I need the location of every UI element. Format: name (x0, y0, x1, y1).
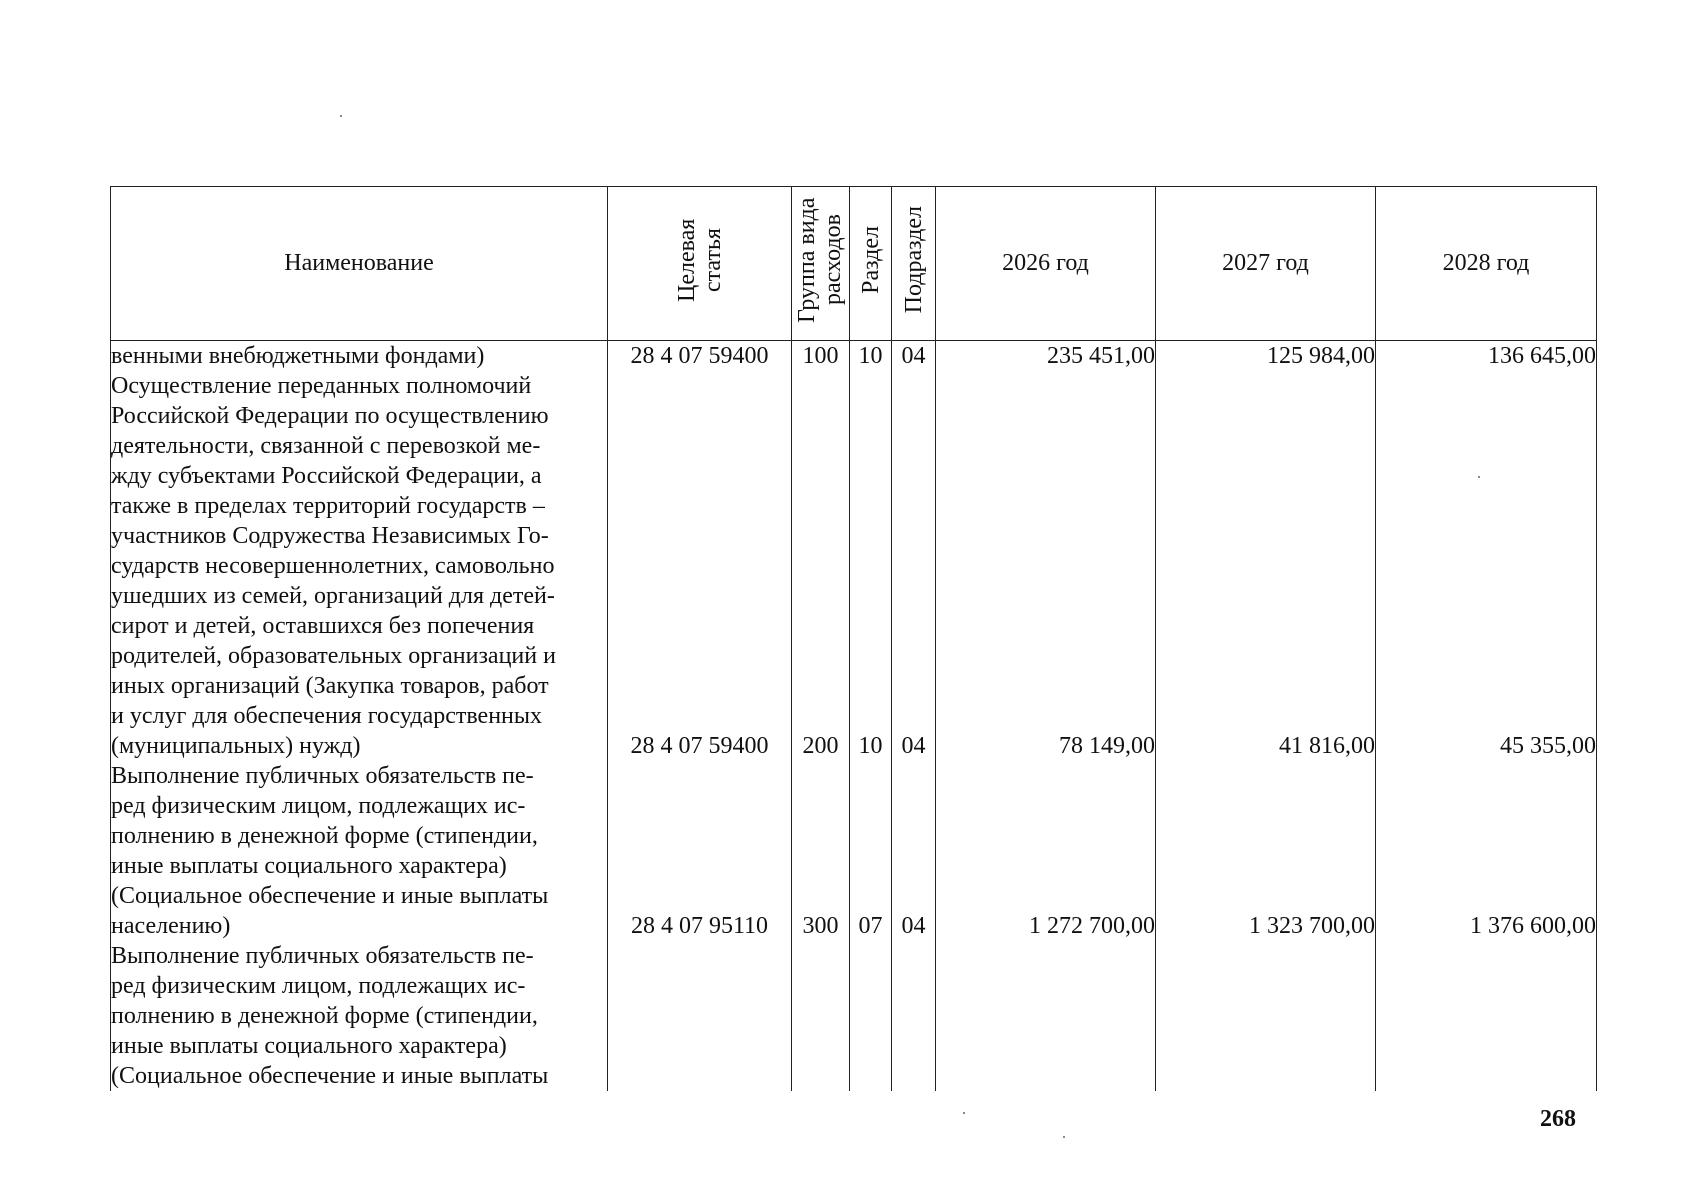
row-group-cell: 300 (792, 911, 850, 1091)
row-group-cell: 200 (792, 731, 850, 911)
row-amount-2028: 1 376 600,00 (1376, 911, 1597, 1091)
table-row (111, 911, 1597, 1091)
row-amount-2026: 78 149,00 (936, 731, 1156, 911)
row-name-cell: венными внебюджетными фондами) Осуществление переданных полномочий Российской Федерации по осуществлению деятельности, связанной с перевозкой ме- жду субъектами Российской Федерации, а также в пределах территорий государств – участников Содружества Независимых Го- сударств несовершеннолетних, самовольно ушедших из семей, организаций для детей- сирот и детей, оставшихся без попечения родителей, образовательных организаций и иных организаций (Закупка товаров, работ и услуг для обеспечения государственных (111, 341, 608, 732)
row-subsection-cell: 04 (892, 341, 936, 732)
row-group-cell: 100 (792, 341, 850, 732)
row-section-cell: 10 (850, 731, 892, 911)
row-name-cell: населению) Выполнение публичных обязательств пе- ред физическим лицом, подлежащих ис- полнению в денежной форме (стипендии, иные выплаты социального характера) (Социальное обеспечение и иные выплаты (111, 911, 608, 1091)
row-subsection-cell: 04 (892, 911, 936, 1091)
table-row (111, 341, 1597, 732)
budget-table (110, 186, 1597, 1091)
row-subsection-cell: 04 (892, 731, 936, 911)
row-section-cell: 07 (850, 911, 892, 1091)
row-amount-2028: 45 355,00 (1376, 731, 1597, 911)
table-header-row (111, 187, 1597, 341)
row-amount-2026: 1 272 700,00 (936, 911, 1156, 1091)
row-article-cell: 28 4 07 59400 (608, 341, 792, 732)
row-article-cell: 28 4 07 59400 (608, 731, 792, 911)
page-number: 268 (1540, 1106, 1576, 1132)
row-amount-2027: 125 984,00 (1156, 341, 1376, 732)
scan-speck (340, 115, 342, 117)
row-article-cell: 28 4 07 95110 (608, 911, 792, 1091)
header-year-2026: 2026 год (936, 187, 1156, 341)
header-subsection: Подраздел (892, 187, 936, 341)
row-amount-2027: 1 323 700,00 (1156, 911, 1376, 1091)
header-name: Наименование (111, 187, 608, 341)
row-amount-2027: 41 816,00 (1156, 731, 1376, 911)
scan-speck (1478, 476, 1480, 478)
scan-speck (1063, 1136, 1065, 1138)
row-amount-2028: 136 645,00 (1376, 341, 1597, 732)
header-expense-group: Группа вида расходов (792, 187, 850, 341)
header-section: Раздел (850, 187, 892, 341)
row-name-cell: (муниципальных) нужд) Выполнение публичных обязательств пе- ред физическим лицом, подлежащих ис- полнению в денежной форме (стипендии, иные выплаты социального характера) (Социальное обеспечение и иные выплаты (111, 731, 608, 911)
scan-speck (963, 1112, 965, 1114)
table-row (111, 731, 1597, 911)
header-year-2028: 2028 год (1376, 187, 1597, 341)
header-year-2027: 2027 год (1156, 187, 1376, 341)
header-target-article: Целевая статья (608, 187, 792, 341)
row-section-cell: 10 (850, 341, 892, 732)
row-amount-2026: 235 451,00 (936, 341, 1156, 732)
